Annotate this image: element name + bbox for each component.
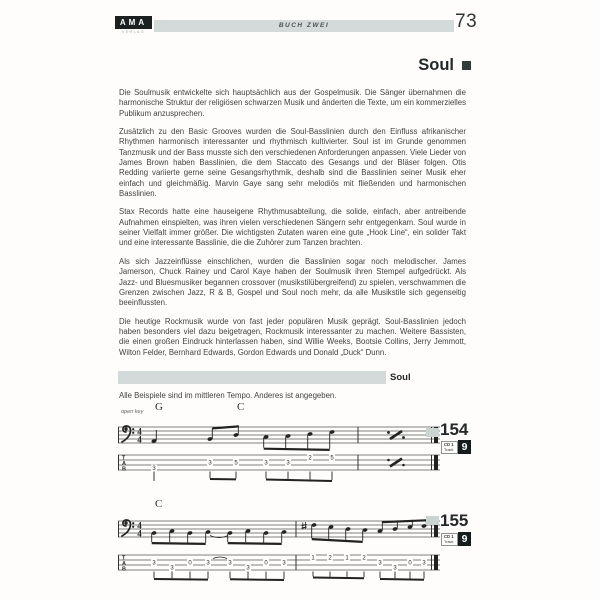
tab-number: 3 — [282, 560, 286, 567]
bass-clef-icon — [122, 426, 134, 442]
chord-label: C — [155, 498, 163, 510]
header-bar-label: BUCH ZWEI — [278, 22, 330, 29]
tab-numbers-154 — [151, 454, 335, 472]
intro-text — [119, 88, 466, 366]
sharp-accidental — [302, 522, 307, 530]
example-chip — [426, 516, 439, 525]
tab-number: 3 — [228, 560, 232, 567]
tab-number: 3 — [208, 460, 212, 467]
track-label: Track — [444, 447, 454, 452]
tab-string-letter: B — [122, 466, 126, 473]
tab-number: 3 — [152, 466, 156, 473]
tab-number: 0 — [408, 560, 412, 567]
tab-number: 3 — [264, 460, 268, 467]
tab-staff-155 — [118, 551, 443, 587]
section-bar — [118, 371, 386, 384]
tab-number: 3 — [246, 565, 250, 572]
publisher-logo: AMA — [115, 16, 152, 29]
time-signature-bottom: 4 — [137, 528, 142, 539]
tab-number: 1 — [345, 555, 349, 562]
intro-paragraph: Stax Records hatte eine hauseigene Rhythmusabteilung, die solide, einfach, aber antreibende Aufnahmen einspielten, was ihren vielen verschiedenen Sängern sehr entgegenkam. Soul wurde in seiner Vielfalt immer größer. Die wichtigsten Zutaten waren eine gute „Hook Line“, ein solider Takt und eine interessante Basslinie, die die Zuhörer zum Tanzen brachten. — [119, 207, 466, 248]
cd-label: CD 1 — [444, 534, 454, 539]
intro-paragraph: Zusätzlich zu den Basic Grooves wurden die Soul-Basslinien durch den Einfluss afrikanischer Rhythmen harmonisch interessanter und rhythmisch kultivierter. Soul ist im Grunde genommen Tanzmusik und der Bass musste sich den verschiedenen Anforderungen anpassen. Viele Lieder von James Brown haben Basslinien, die dem Staccato des Gesangs und der Bläser folgen. Otis Redding variierte gerne seine Gesangsrhythmik, deshalb sind die Basslinien seiner Musik eher einfach und gleichmäßig. Marvin Gaye sang sehr melodiös mit fließenden und harmonischen Basslinien. — [119, 127, 466, 199]
tab-string-letter: B — [122, 566, 126, 573]
time-signature-top: 4 — [137, 520, 142, 531]
chord-label: G — [155, 401, 163, 413]
chord-label: C — [237, 401, 245, 413]
page-title — [119, 56, 471, 75]
cd-label: CD 1 — [444, 442, 454, 447]
track-number-badge: 9 — [458, 532, 471, 546]
key-note-label: open key — [121, 409, 144, 415]
tab-number: 2 — [308, 455, 312, 462]
intro-paragraph: Als sich Jazzeinflüsse einschlichen, wurden die Basslinien sogar noch melodischer. James Jamerson, Chuck Rainey und Carol Kaye haben der Soulmusik ihren Stempel aufgedrückt. Als Jazz- und Bluesmusiker begannen crossover (musikstilübergreifend) zu spielen, verschwammen die Grenzen zwischen Jazz, R & B, Gospel und Soul noch mehr, da alle Musikstile sich gegenseitig beeinflussten. — [119, 256, 466, 308]
track-label: Track — [444, 539, 454, 544]
time-signature-bottom: 4 — [137, 434, 142, 445]
section-bar-label: Soul — [390, 372, 411, 383]
tab-number: 2 — [362, 555, 366, 562]
tab-stems-155-m2 — [313, 572, 424, 581]
page-number: 73 — [455, 11, 478, 32]
bass-staff-155 — [118, 517, 443, 549]
bass-clef-icon — [122, 520, 134, 536]
time-signature-top: 4 — [137, 426, 142, 437]
intro-paragraph: Die Soulmusik entwickelte sich hauptsächlich aus der Gospelmusik. Die Sänger übernahmen die harmonische Struktur der religiösen schwarzen Musik und änderten die Texte, um ein kommerzielles Publikum anzusprechen. — [119, 88, 466, 118]
tab-number: 2 — [328, 555, 332, 562]
tab-string-letter: T — [122, 555, 126, 562]
tab-stems-155-m1 — [154, 572, 284, 582]
notes-measure-2 — [302, 519, 427, 543]
tab-number: 3 — [378, 560, 382, 567]
tab-number: 3 — [206, 560, 210, 567]
tab-number: 0 — [188, 560, 192, 567]
publisher-logo-subtext: VERLAG — [121, 30, 146, 34]
example-number: 154 — [440, 420, 469, 439]
cd-track-box — [441, 441, 458, 454]
tab-string-letter: T — [122, 455, 126, 462]
tempo-note: Alle Beispiele sind im mittleren Tempo. Anderes ist angegeben. — [119, 391, 337, 400]
example-chip — [426, 428, 439, 437]
tab-staff-154 — [118, 451, 443, 485]
tab-number: 3 — [286, 460, 290, 467]
notes-measure-1 — [151, 425, 335, 451]
intro-paragraph: Die heutige Rockmusik wurde von fast jeder populären Musik geprägt. Soul-Basslinien jedoch haben besonders viel dazu beigetragen, Rockmusik interessanter zu machen. Weitere Bassisten, die einen großen Eindruck hinterlassen haben, sind Willie Weeks, Bootsie Collins, Jerry Jemmott, Wilton Felder, Bernhard Edwards, Gordon Edwards und Donald „Duck“ Dunn. — [119, 316, 466, 357]
tab-numbers-155-m2 — [310, 554, 427, 571]
page-title-label: Soul — [418, 56, 454, 74]
tab-numbers-155-m1 — [151, 557, 287, 572]
tab-number: 3 — [422, 560, 426, 567]
tab-number: 0 — [264, 560, 268, 567]
tab-number: 3 — [393, 565, 397, 572]
tab-number: 5 — [234, 460, 238, 467]
tab-string-letter: A — [122, 561, 126, 567]
tab-stems-154 — [154, 472, 332, 483]
cd-track-box — [441, 533, 458, 546]
track-number-badge: 9 — [458, 440, 471, 454]
tab-string-letter: A — [122, 461, 126, 467]
tab-number: 3 — [152, 560, 156, 567]
tie — [213, 557, 227, 559]
tab-number: 3 — [170, 565, 174, 572]
tab-number: 1 — [311, 555, 315, 562]
example-number: 155 — [440, 511, 469, 530]
tab-number: 5 — [330, 455, 334, 462]
title-square-icon — [462, 61, 471, 70]
